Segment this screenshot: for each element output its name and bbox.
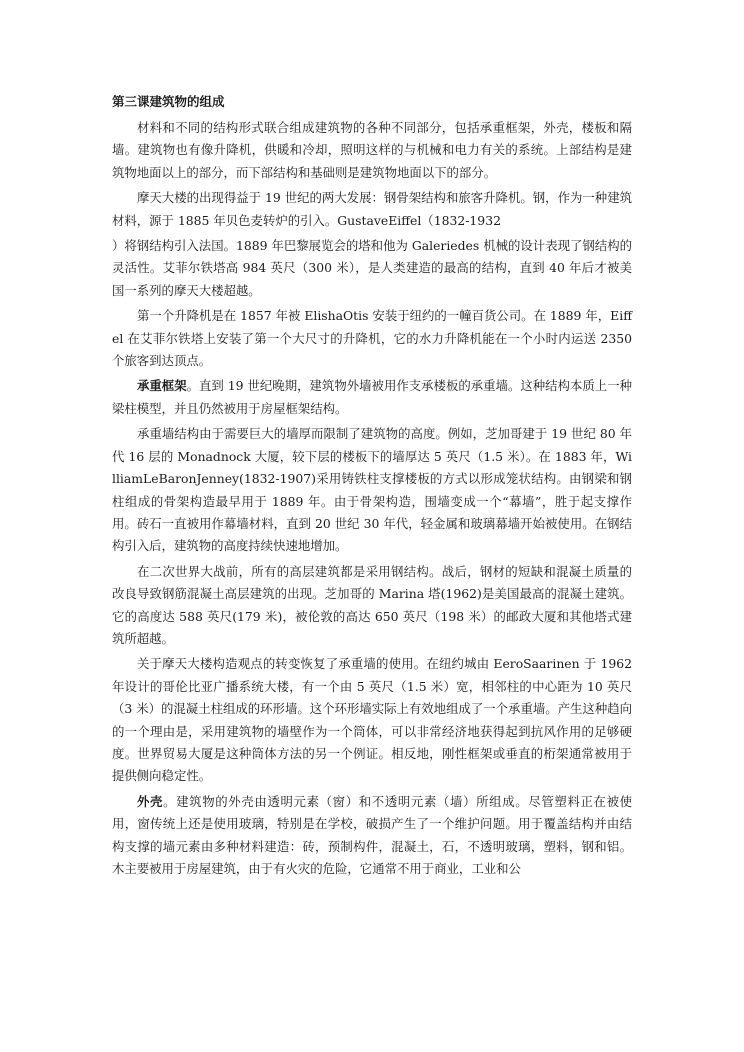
paragraph-envelope: [112, 791, 632, 881]
paragraph-text: 关于摩天大楼构造观点的转变恢复了承重墙的使用。在纽约城由 EeroSaarinen 于 1962 年设计的哥伦比亚广播系统大楼，有一个由 5 英尺（1.5 米）宽，相邻柱的中心距为 10 英尺（3 米）的混凝土柱组成的环形墙。这个环形墙实际上有效地组成了一个承重墙。产生这种趋向的一个理由是，采用建筑物的墙壁作为一个筒体，可以非常经济地获得起到抗风作用的足够硬度。世界贸易大厦是这种筒体方法的另一个例证。相反地，刚性框架或垂直的桁架通常被用于提供侧向稳定性。: [112, 656, 632, 784]
paragraph-text: 第一个升降机是在 1857 年被 ElishaOtis 安装于纽约的一幢百货公司。在 1889 年，Eiffel 在艾菲尔铁塔上安装了第一个大尺寸的升降机，它的水力升降机能在一个小时内运送 2350 个旅客到达顶点。: [112, 308, 632, 369]
paragraph-tube: [112, 653, 632, 787]
paragraph-postwar: [112, 561, 632, 651]
paragraph-text: 。直到 19 世纪晚期，建筑物外墙被用作支承楼板的承重墙。这种结构本质上一种梁柱模型，并且仍然被用于房屋框架结构。: [112, 378, 632, 416]
paragraph-text: 承重墙结构由于需要巨大的墙厚而限制了建筑物的高度。例如，芝加哥建于 19 世纪 80 年代 16 层的 Monadnock 大厦，较下层的楼板下的墙厚达 5 英尺（1.5 米）。在 1883 年，WilliamLeBaronJenney(1832-1907)采用铸铁柱支撑楼板的方式以形成笼状结构。由钢梁和钢柱组成的骨架构造最早用于 1889 年。由于骨架构造，围墙变成一个“幕墙”，胜于起支撑作用。砖石一直被用作幕墙材料，直到 20 世纪 30 年代，轻金属和玻璃幕墙开始被使用。在钢结构引入后，建筑物的高度持续快速地增加。: [112, 426, 632, 554]
paragraph-intro: [112, 117, 632, 184]
section-lead: 承重框架: [137, 378, 187, 394]
lesson-title: 第三课建筑物的组成: [112, 94, 225, 109]
paragraph-bearing-wall: [112, 423, 632, 557]
section-lead: 外壳: [137, 793, 164, 809]
paragraph-text: 材料和不同的结构形式联合组成建筑物的各种不同部分，包括承重框架，外壳，楼板和隔墙。建筑物也有像升降机，供暖和冷却，照明这样的与机械和电力有关的系统。上部结构是建筑物地面以上的部分，而下部结构和基础则是建筑物地面以下的部分。: [112, 120, 632, 180]
paragraph-skyscraper: [112, 187, 632, 232]
paragraph-text: 摩天大楼的出现得益于 19 世纪的两大发展：钢骨架结构和旅客升降机。钢，作为一种建筑材料，源于 1885 年贝色麦转炉的引入。GustaveEiffel（1832-1932: [112, 190, 632, 228]
paragraph-bearing-frame: [112, 375, 632, 420]
paragraph-eiffel: [112, 235, 632, 302]
paragraph-text: 。建筑物的外壳由透明元素（窗）和不透明元素（墙）所组成。尽管塑料正在被使用，窗传统上还是使用玻璃，特别是在学校，破损产生了一个维护问题。用于覆盖结构并由结构支撑的墙元素由多种材料建造：砖，预制构件，混凝土，石，不透明玻璃，塑料，钢和铝。木主要被用于房屋建筑，由于有火灾的危险，它通常不用于商业，工业和公: [112, 793, 633, 876]
paragraph-elevator: [112, 305, 632, 372]
paragraph-text: ）将钢结构引入法国。1889 年巴黎展览会的塔和他为 Galeriedes 机械的设计表现了钢结构的灵活性。艾菲尔铁塔高 984 英尺（300 米），是人类建造的最高的结构，直到 40 年后才被美国一系列的摩天大楼超越。: [112, 238, 632, 298]
paragraph-text: 在二次世界大战前，所有的高层建筑都是采用钢结构。战后，钢材的短缺和混凝土质量的改良导致钢筋混凝土高层建筑的出现。芝加哥的 Marina 塔(1962)是美国最高的混凝土建筑。它的高度达 588 英尺(179 米)，被伦敦的高达 650 英尺（198 米）的邮政大厦和其他塔式建筑所超越。: [112, 563, 632, 646]
